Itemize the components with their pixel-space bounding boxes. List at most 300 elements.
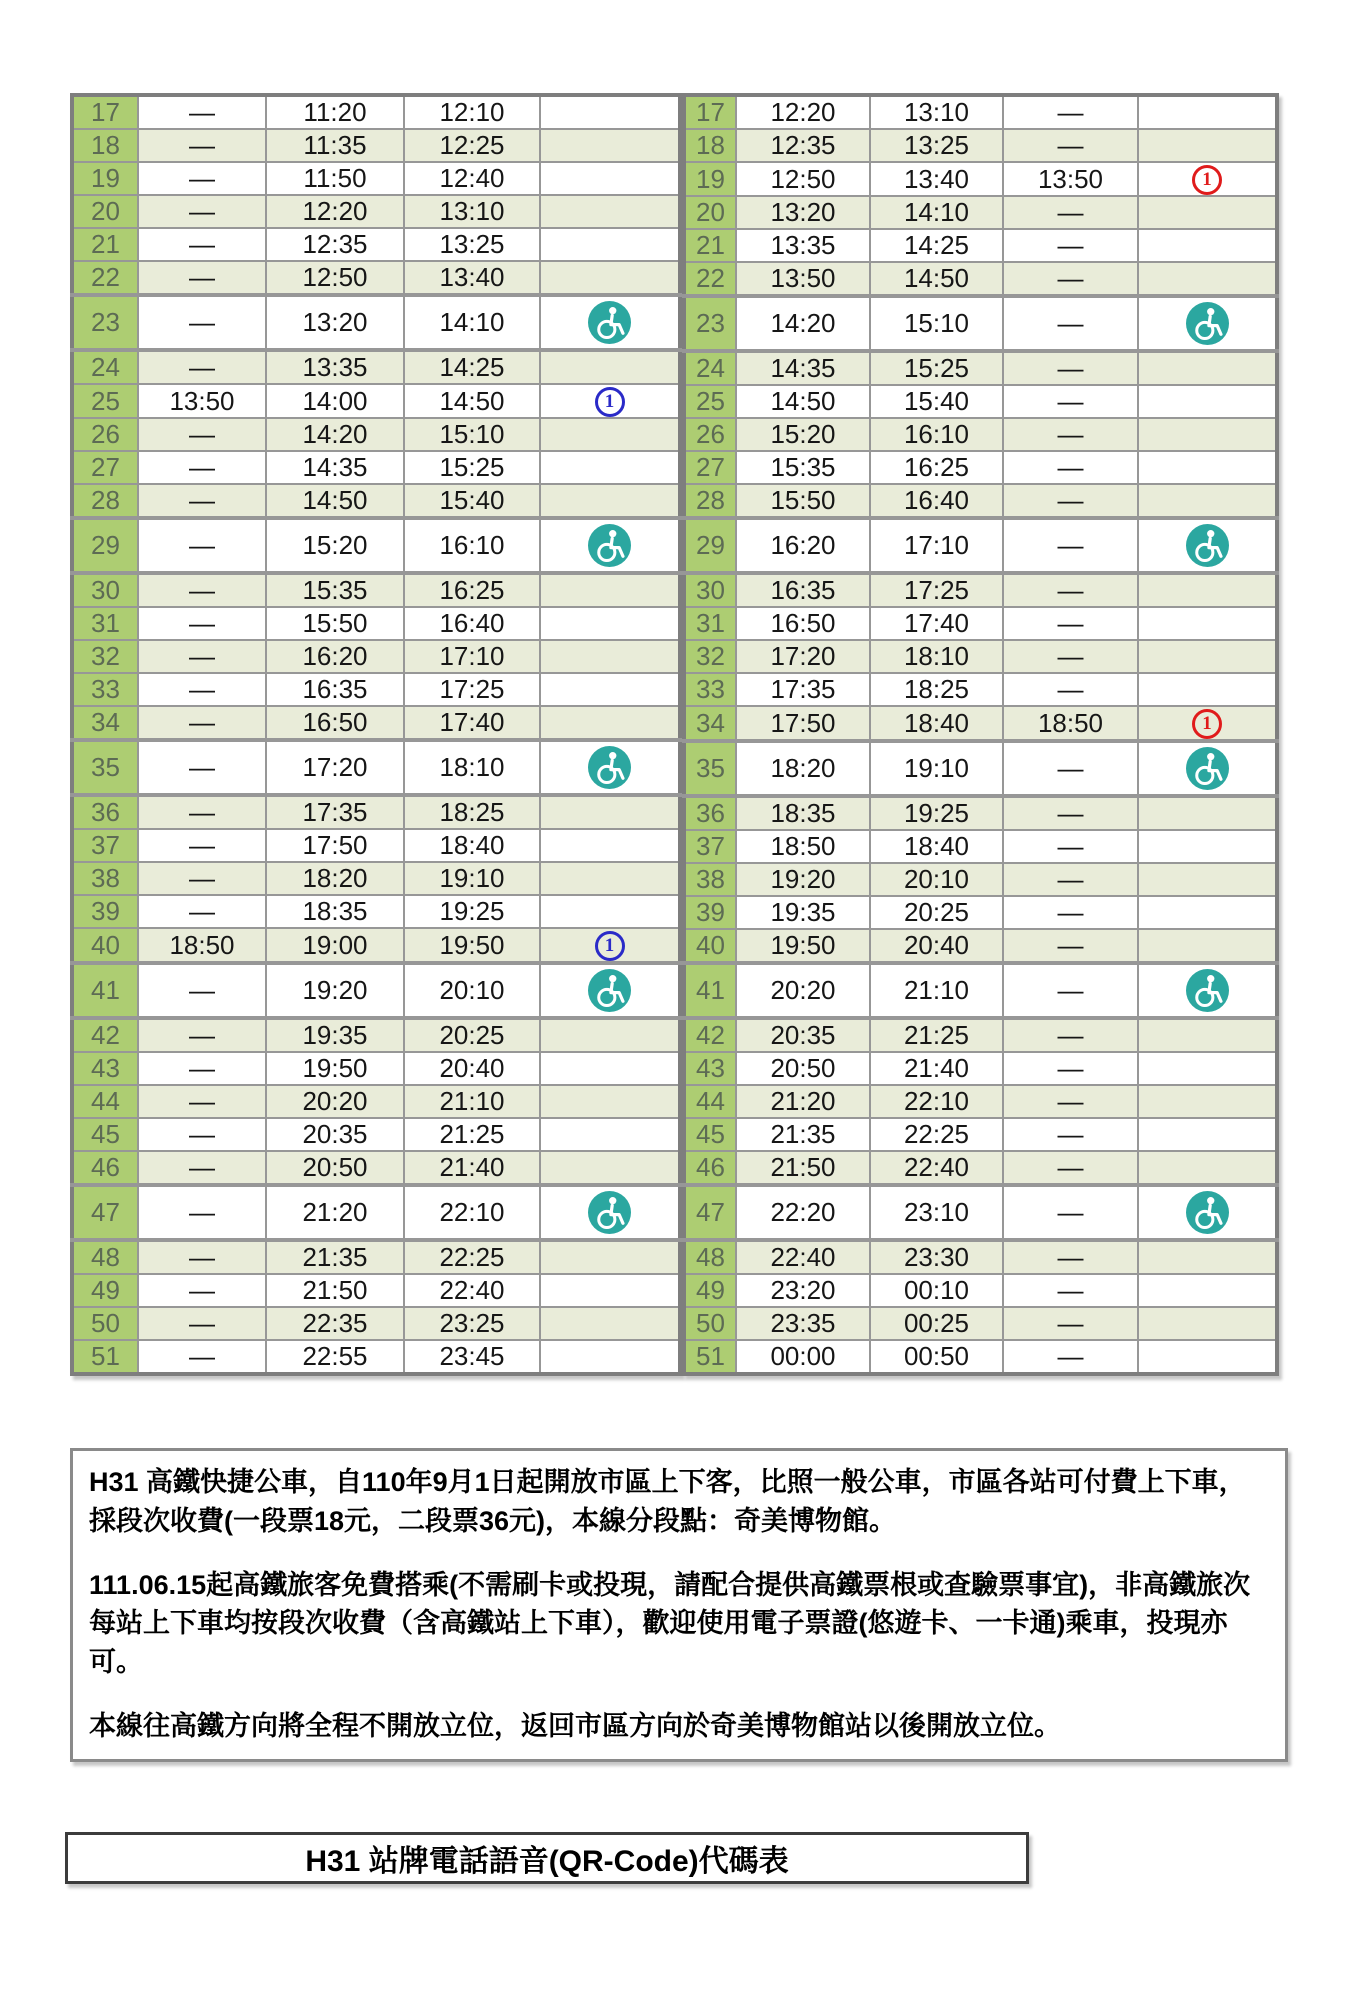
icon-cell [540, 295, 680, 350]
time-cell: 13:40 [404, 261, 540, 295]
time-cell: 15:25 [404, 451, 540, 484]
no-service-cell: — [138, 573, 266, 607]
time-cell: 17:35 [266, 795, 404, 829]
wheelchair-icon [588, 301, 631, 344]
time-cell: 17:10 [404, 640, 540, 673]
time-cell: 12:10 [404, 95, 540, 129]
time-cell: 19:35 [736, 896, 870, 929]
icon-cell [540, 1052, 680, 1085]
icon-cell [1138, 573, 1277, 607]
time-cell: 18:50 [1003, 706, 1138, 741]
icon-cell [540, 195, 680, 228]
run-number-cell: 25 [684, 385, 736, 418]
time-cell: 18:35 [266, 895, 404, 928]
time-cell: 16:40 [870, 484, 1003, 518]
timetable-row [72, 607, 680, 640]
run-number-cell: 38 [684, 863, 736, 896]
time-cell: 17:40 [870, 607, 1003, 640]
no-service-cell: — [1003, 1185, 1138, 1240]
no-service-cell: — [138, 607, 266, 640]
wheelchair-icon [1186, 747, 1229, 790]
time-cell: 16:35 [736, 573, 870, 607]
run-number-cell: 27 [684, 451, 736, 484]
time-cell: 23:10 [870, 1185, 1003, 1240]
wheelchair-icon [1186, 524, 1229, 567]
time-cell: 20:25 [870, 896, 1003, 929]
time-cell: 00:25 [870, 1307, 1003, 1340]
time-cell: 18:50 [736, 830, 870, 863]
timetable-right [682, 93, 1279, 1376]
timetable-row [684, 351, 1277, 385]
run-number-cell: 46 [72, 1151, 138, 1185]
time-cell: 14:20 [266, 418, 404, 451]
no-service-cell: — [1003, 863, 1138, 896]
icon-cell [540, 963, 680, 1018]
timetable-row [72, 129, 680, 162]
icon-cell [1138, 673, 1277, 706]
time-cell: 18:40 [870, 706, 1003, 741]
run-number-cell: 30 [72, 573, 138, 607]
time-cell: 18:50 [138, 928, 266, 963]
icon-cell [1138, 1340, 1277, 1374]
icon-cell [540, 895, 680, 928]
timetable-row [684, 95, 1277, 129]
no-service-cell: — [1003, 296, 1138, 351]
icon-cell [1138, 607, 1277, 640]
timetable-row [72, 1018, 680, 1052]
icon-cell [1138, 484, 1277, 518]
no-service-cell: — [138, 95, 266, 129]
time-cell: 13:35 [736, 229, 870, 262]
run-number-cell: 33 [684, 673, 736, 706]
time-cell: 16:40 [404, 607, 540, 640]
no-service-cell: — [1003, 673, 1138, 706]
icon-cell [540, 261, 680, 295]
time-cell: 18:10 [870, 640, 1003, 673]
run-number-cell: 23 [72, 295, 138, 350]
icon-cell [540, 862, 680, 895]
time-cell: 21:40 [870, 1052, 1003, 1085]
no-service-cell: — [1003, 796, 1138, 830]
timetable-row [684, 1085, 1277, 1118]
time-cell: 12:40 [404, 162, 540, 195]
note-paragraph: 111.06.15起高鐵旅客免費搭乘(不需刷卡或投現，請配合提供高鐵票根或查驗票事宜)，非高鐵旅次每站上下車均按段次收費（含高鐵站上下車），歡迎使用電子票證(悠遊卡、一卡通)乘車，投現亦可。 [89, 1569, 1251, 1677]
icon-cell [1138, 1151, 1277, 1185]
run-number-cell: 47 [72, 1185, 138, 1240]
timetable-row [72, 451, 680, 484]
no-service-cell: — [138, 162, 266, 195]
time-cell: 20:40 [404, 1052, 540, 1085]
timetable-row [72, 1185, 680, 1240]
timetable-row [72, 195, 680, 228]
no-service-cell: — [1003, 573, 1138, 607]
timetable-row [684, 484, 1277, 518]
timetable-row [72, 673, 680, 706]
timetable-row [72, 573, 680, 607]
icon-cell [540, 350, 680, 384]
timetable-row [72, 384, 680, 418]
no-service-cell: — [1003, 1018, 1138, 1052]
run-number-cell: 39 [72, 895, 138, 928]
time-cell: 00:10 [870, 1274, 1003, 1307]
timetable-row [72, 706, 680, 740]
time-cell: 21:35 [736, 1118, 870, 1151]
circled-one-icon: 1 [1192, 709, 1222, 739]
icon-cell [1138, 95, 1277, 129]
icon-cell [540, 451, 680, 484]
time-cell: 22:55 [266, 1340, 404, 1374]
no-service-cell: — [1003, 385, 1138, 418]
timetable-row [72, 1274, 680, 1307]
time-cell: 23:35 [736, 1307, 870, 1340]
time-cell: 21:20 [736, 1085, 870, 1118]
time-cell: 20:25 [404, 1018, 540, 1052]
time-cell: 20:50 [736, 1052, 870, 1085]
wheelchair-icon [1186, 969, 1229, 1012]
icon-cell [540, 228, 680, 261]
timetable-row [684, 1340, 1277, 1374]
time-cell: 19:20 [736, 863, 870, 896]
timetable-row [684, 196, 1277, 229]
icon-cell [1138, 262, 1277, 296]
time-cell: 22:35 [266, 1307, 404, 1340]
no-service-cell: — [1003, 1085, 1138, 1118]
time-cell: 13:20 [266, 295, 404, 350]
no-service-cell: — [1003, 1307, 1138, 1340]
time-cell: 14:50 [870, 262, 1003, 296]
no-service-cell: — [138, 740, 266, 795]
timetable-row [684, 418, 1277, 451]
no-service-cell: — [1003, 1151, 1138, 1185]
no-service-cell: — [138, 518, 266, 573]
no-service-cell: — [138, 1052, 266, 1085]
icon-cell [540, 1185, 680, 1240]
timetable-row [684, 741, 1277, 796]
run-number-cell: 47 [684, 1185, 736, 1240]
icon-cell [1138, 1307, 1277, 1340]
no-service-cell: — [138, 350, 266, 384]
fare-notes-box [70, 1448, 1288, 1762]
timetable-row [684, 573, 1277, 607]
icon-cell [540, 1340, 680, 1374]
run-number-cell: 42 [684, 1018, 736, 1052]
run-number-cell: 43 [684, 1052, 736, 1085]
no-service-cell: — [1003, 129, 1138, 162]
timetable-row [72, 1151, 680, 1185]
no-service-cell: — [138, 1151, 266, 1185]
run-number-cell: 29 [684, 518, 736, 573]
time-cell: 14:10 [870, 196, 1003, 229]
time-cell: 16:20 [266, 640, 404, 673]
time-cell: 17:20 [266, 740, 404, 795]
time-cell: 14:35 [266, 451, 404, 484]
timetable-row [684, 1151, 1277, 1185]
time-cell: 18:20 [736, 741, 870, 796]
time-cell: 15:40 [870, 385, 1003, 418]
run-number-cell: 36 [72, 795, 138, 829]
no-service-cell: — [138, 1018, 266, 1052]
qr-code-table-title-box [65, 1832, 1029, 1884]
icon-cell [540, 162, 680, 195]
run-number-cell: 41 [72, 963, 138, 1018]
no-service-cell: — [138, 1274, 266, 1307]
time-cell: 20:10 [870, 863, 1003, 896]
run-number-cell: 50 [72, 1307, 138, 1340]
time-cell: 21:50 [266, 1274, 404, 1307]
run-number-cell: 26 [72, 418, 138, 451]
time-cell: 18:25 [870, 673, 1003, 706]
timetable-row [72, 518, 680, 573]
circled-one-icon: 1 [1192, 165, 1222, 195]
run-number-cell: 22 [72, 261, 138, 295]
time-cell: 17:35 [736, 673, 870, 706]
timetable-row [72, 963, 680, 1018]
icon-cell [540, 1274, 680, 1307]
time-cell: 15:50 [266, 607, 404, 640]
time-cell: 22:40 [870, 1151, 1003, 1185]
timetable-row [684, 640, 1277, 673]
run-number-cell: 44 [684, 1085, 736, 1118]
timetable-row [684, 1052, 1277, 1085]
time-cell: 14:00 [266, 384, 404, 418]
time-cell: 16:35 [266, 673, 404, 706]
no-service-cell: — [138, 1185, 266, 1240]
no-service-cell: — [1003, 1274, 1138, 1307]
run-number-cell: 34 [72, 706, 138, 740]
timetable-row [684, 296, 1277, 351]
time-cell: 21:20 [266, 1185, 404, 1240]
time-cell: 15:40 [404, 484, 540, 518]
note-paragraph: 本線往高鐵方向將全程不開放立位，返回市區方向於奇美博物館站以後開放立位。 [89, 1710, 1061, 1741]
timetable-row [684, 1240, 1277, 1274]
no-service-cell: — [1003, 484, 1138, 518]
time-cell: 16:50 [736, 607, 870, 640]
time-cell: 13:25 [404, 228, 540, 261]
time-cell: 15:35 [266, 573, 404, 607]
time-cell: 13:35 [266, 350, 404, 384]
timetable-row [684, 1274, 1277, 1307]
timetable-row [684, 673, 1277, 706]
no-service-cell: — [138, 706, 266, 740]
icon-cell [1138, 385, 1277, 418]
time-cell: 12:25 [404, 129, 540, 162]
time-cell: 22:20 [736, 1185, 870, 1240]
icon-cell [1138, 741, 1277, 796]
circled-one-icon: 1 [595, 931, 625, 961]
timetable-row [684, 1185, 1277, 1240]
wheelchair-icon [588, 524, 631, 567]
icon-cell [540, 829, 680, 862]
wheelchair-icon [588, 969, 631, 1012]
icon-cell [540, 418, 680, 451]
time-cell: 20:20 [266, 1085, 404, 1118]
run-number-cell: 21 [72, 228, 138, 261]
run-number-cell: 31 [72, 607, 138, 640]
time-cell: 18:10 [404, 740, 540, 795]
no-service-cell: — [138, 129, 266, 162]
time-cell: 12:50 [266, 261, 404, 295]
timetable-row [72, 1085, 680, 1118]
no-service-cell: — [138, 484, 266, 518]
timetable-row [72, 162, 680, 195]
time-cell: 13:10 [870, 95, 1003, 129]
time-cell: 15:20 [266, 518, 404, 573]
run-number-cell: 42 [72, 1018, 138, 1052]
run-number-cell: 39 [684, 896, 736, 929]
timetable-row [72, 95, 680, 129]
time-cell: 17:25 [870, 573, 1003, 607]
icon-cell [540, 1240, 680, 1274]
timetable-row [684, 262, 1277, 296]
icon-cell [1138, 162, 1277, 196]
time-cell: 20:10 [404, 963, 540, 1018]
time-cell: 14:25 [404, 350, 540, 384]
time-cell: 14:50 [404, 384, 540, 418]
time-cell: 20:20 [736, 963, 870, 1018]
timetable-row [72, 1340, 680, 1374]
time-cell: 19:20 [266, 963, 404, 1018]
no-service-cell: — [1003, 196, 1138, 229]
icon-cell [540, 740, 680, 795]
time-cell: 15:10 [870, 296, 1003, 351]
no-service-cell: — [138, 795, 266, 829]
run-number-cell: 19 [72, 162, 138, 195]
no-service-cell: — [138, 862, 266, 895]
circled-one-icon: 1 [595, 387, 625, 417]
time-cell: 00:50 [870, 1340, 1003, 1374]
icon-cell [540, 1118, 680, 1151]
time-cell: 23:30 [870, 1240, 1003, 1274]
time-cell: 19:25 [870, 796, 1003, 830]
time-cell: 13:20 [736, 196, 870, 229]
time-cell: 21:25 [870, 1018, 1003, 1052]
no-service-cell: — [1003, 451, 1138, 484]
no-service-cell: — [138, 829, 266, 862]
time-cell: 11:50 [266, 162, 404, 195]
time-cell: 21:40 [404, 1151, 540, 1185]
timetable-left [70, 93, 682, 1376]
time-cell: 18:20 [266, 862, 404, 895]
time-cell: 19:50 [404, 928, 540, 963]
icon-cell [1138, 351, 1277, 385]
icon-cell [1138, 929, 1277, 963]
time-cell: 16:10 [404, 518, 540, 573]
run-number-cell: 50 [684, 1307, 736, 1340]
timetable-row [72, 795, 680, 829]
run-number-cell: 35 [684, 741, 736, 796]
no-service-cell: — [1003, 607, 1138, 640]
icon-cell [1138, 830, 1277, 863]
no-service-cell: — [138, 1307, 266, 1340]
time-cell: 22:25 [404, 1240, 540, 1274]
timetable-row [72, 1118, 680, 1151]
time-cell: 12:35 [266, 228, 404, 261]
timetable-row [72, 228, 680, 261]
time-cell: 22:40 [736, 1240, 870, 1274]
icon-cell [1138, 1085, 1277, 1118]
time-cell: 19:25 [404, 895, 540, 928]
icon-cell [1138, 229, 1277, 262]
no-service-cell: — [1003, 963, 1138, 1018]
time-cell: 22:10 [870, 1085, 1003, 1118]
timetable-row [684, 963, 1277, 1018]
icon-cell [540, 1151, 680, 1185]
icon-cell [540, 1307, 680, 1340]
icon-cell [540, 573, 680, 607]
wheelchair-icon [1186, 1191, 1229, 1234]
timetable-row [72, 1307, 680, 1340]
run-number-cell: 26 [684, 418, 736, 451]
time-cell: 22:25 [870, 1118, 1003, 1151]
time-cell: 23:20 [736, 1274, 870, 1307]
timetable-row [72, 829, 680, 862]
timetable-row [72, 295, 680, 350]
icon-cell [1138, 640, 1277, 673]
icon-cell [1138, 1118, 1277, 1151]
time-cell: 14:25 [870, 229, 1003, 262]
no-service-cell: — [138, 640, 266, 673]
run-number-cell: 46 [684, 1151, 736, 1185]
icon-cell [1138, 896, 1277, 929]
icon-cell [540, 673, 680, 706]
run-number-cell: 25 [72, 384, 138, 418]
icon-cell [540, 95, 680, 129]
timetable-row [684, 863, 1277, 896]
icon-cell [540, 928, 680, 963]
icon-cell [1138, 796, 1277, 830]
run-number-cell: 24 [684, 351, 736, 385]
no-service-cell: — [1003, 896, 1138, 929]
icon-cell [540, 795, 680, 829]
run-number-cell: 32 [72, 640, 138, 673]
time-cell: 13:25 [870, 129, 1003, 162]
icon-cell [540, 640, 680, 673]
run-number-cell: 22 [684, 262, 736, 296]
icon-cell [540, 129, 680, 162]
icon-cell [540, 1085, 680, 1118]
time-cell: 20:40 [870, 929, 1003, 963]
time-cell: 19:10 [870, 741, 1003, 796]
time-cell: 17:40 [404, 706, 540, 740]
timetable-row [684, 1018, 1277, 1052]
time-cell: 14:35 [736, 351, 870, 385]
timetable-row [684, 518, 1277, 573]
run-number-cell: 20 [684, 196, 736, 229]
run-number-cell: 49 [72, 1274, 138, 1307]
time-cell: 15:35 [736, 451, 870, 484]
icon-cell [540, 706, 680, 740]
time-cell: 15:20 [736, 418, 870, 451]
timetable-row [684, 385, 1277, 418]
run-number-cell: 29 [72, 518, 138, 573]
timetable-row [72, 862, 680, 895]
run-number-cell: 23 [684, 296, 736, 351]
wheelchair-icon [588, 1191, 631, 1234]
no-service-cell: — [1003, 830, 1138, 863]
icon-cell [1138, 1018, 1277, 1052]
run-number-cell: 37 [72, 829, 138, 862]
run-number-cell: 28 [684, 484, 736, 518]
time-cell: 20:35 [266, 1118, 404, 1151]
no-service-cell: — [1003, 1340, 1138, 1374]
time-cell: 14:20 [736, 296, 870, 351]
run-number-cell: 43 [72, 1052, 138, 1085]
icon-cell [1138, 129, 1277, 162]
time-cell: 20:50 [266, 1151, 404, 1185]
icon-cell [1138, 963, 1277, 1018]
time-cell: 16:20 [736, 518, 870, 573]
time-cell: 16:25 [870, 451, 1003, 484]
